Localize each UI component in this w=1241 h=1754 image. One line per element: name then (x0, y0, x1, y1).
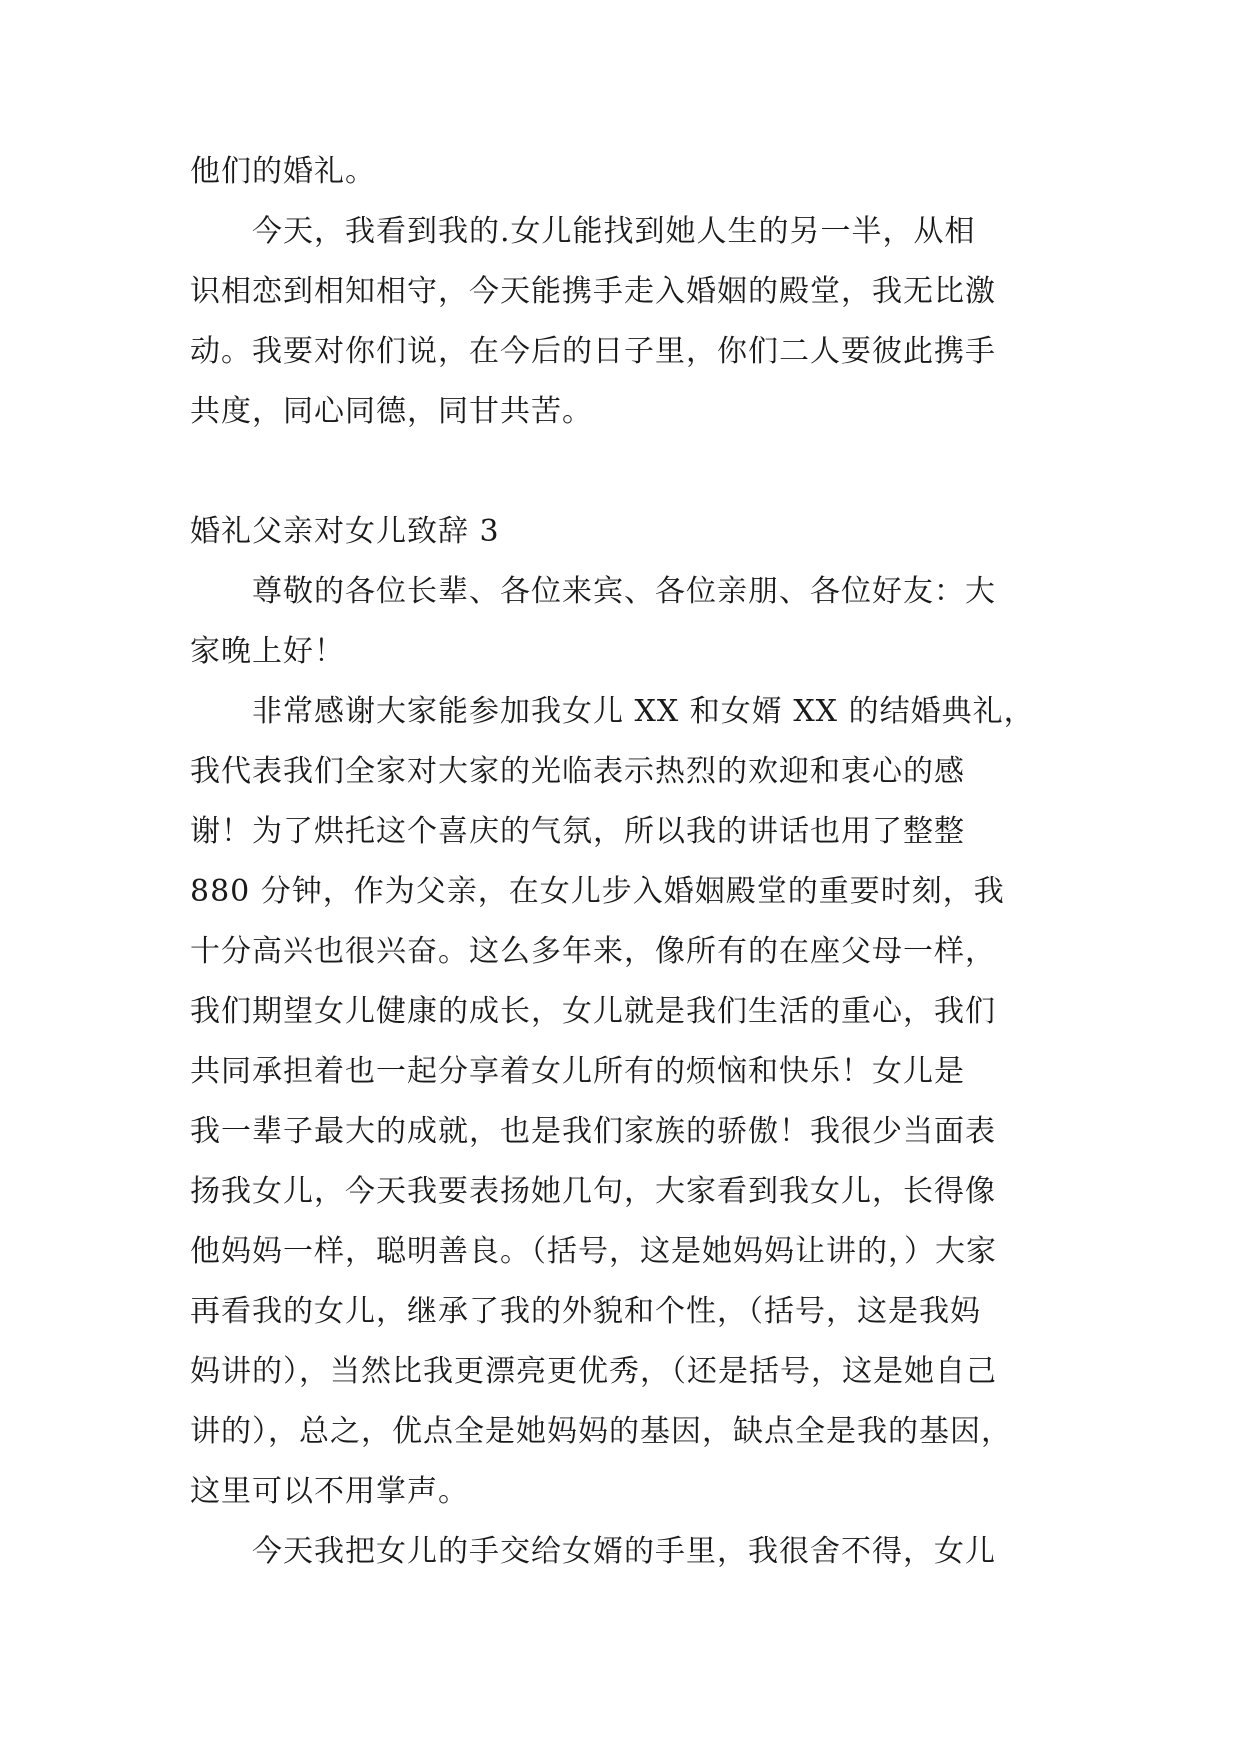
text-line: 谢！为了烘托这个喜庆的气氛，所以我的讲话也用了整整 (190, 814, 965, 849)
text-line: 这里可以不用掌声。 (190, 1474, 469, 1509)
text-line: 讲的），总之，优点全是她妈妈的基因，缺点全是我的基因， (190, 1414, 1012, 1449)
text-line: 尊敬的各位长辈、各位来宾、各位亲朋、各位好友：大 (252, 574, 996, 609)
text-line: 家晚上好！ (190, 634, 345, 669)
text-line: 共度，同心同德，同甘共苦。 (190, 394, 593, 429)
text-line: 我一辈子最大的成就，也是我们家族的骄傲！我很少当面表 (190, 1114, 996, 1149)
text-line: 识相恋到相知相守，今天能携手走入婚姻的殿堂，我无比激 (190, 274, 996, 309)
text-line: 我们期望女儿健康的成长，女儿就是我们生活的重心，我们 (190, 994, 996, 1029)
text-line: 他妈妈一样，聪明善良。（括号，这是她妈妈让讲的，）大家 (190, 1234, 997, 1269)
text-line: 我代表我们全家对大家的光临表示热烈的欢迎和衷心的感 (190, 754, 965, 789)
text-line: 今天，我看到我的.女儿能找到她人生的另一半，从相 (252, 214, 976, 249)
text-line: 十分高兴也很兴奋。这么多年来，像所有的在座父母一样， (190, 934, 996, 969)
text-line: 动。我要对你们说，在今后的日子里，你们二人要彼此携手 (190, 334, 996, 369)
text-line: 880 分钟，作为父亲，在女儿步入婚姻殿堂的重要时刻，我 (190, 874, 1005, 909)
text-line: 共同承担着也一起分享着女儿所有的烦恼和快乐！女儿是 (190, 1054, 965, 1089)
text-line: 他们的婚礼。 (190, 154, 376, 189)
text-line: 再看我的女儿，继承了我的外貌和个性，（括号，这是我妈 (190, 1294, 981, 1329)
text-line: 妈讲的），当然比我更漂亮更优秀，（还是括号，这是她自己 (190, 1354, 997, 1389)
section-heading: 婚礼父亲对女儿致辞 3 (190, 514, 500, 549)
text-line: 非常感谢大家能参加我女儿 XX 和女婿 XX 的结婚典礼， (252, 694, 1035, 729)
text-line: 扬我女儿，今天我要表扬她几句，大家看到我女儿，长得像 (190, 1174, 996, 1209)
text-line: 今天我把女儿的手交给女婿的手里，我很舍不得，女儿 (252, 1534, 996, 1569)
